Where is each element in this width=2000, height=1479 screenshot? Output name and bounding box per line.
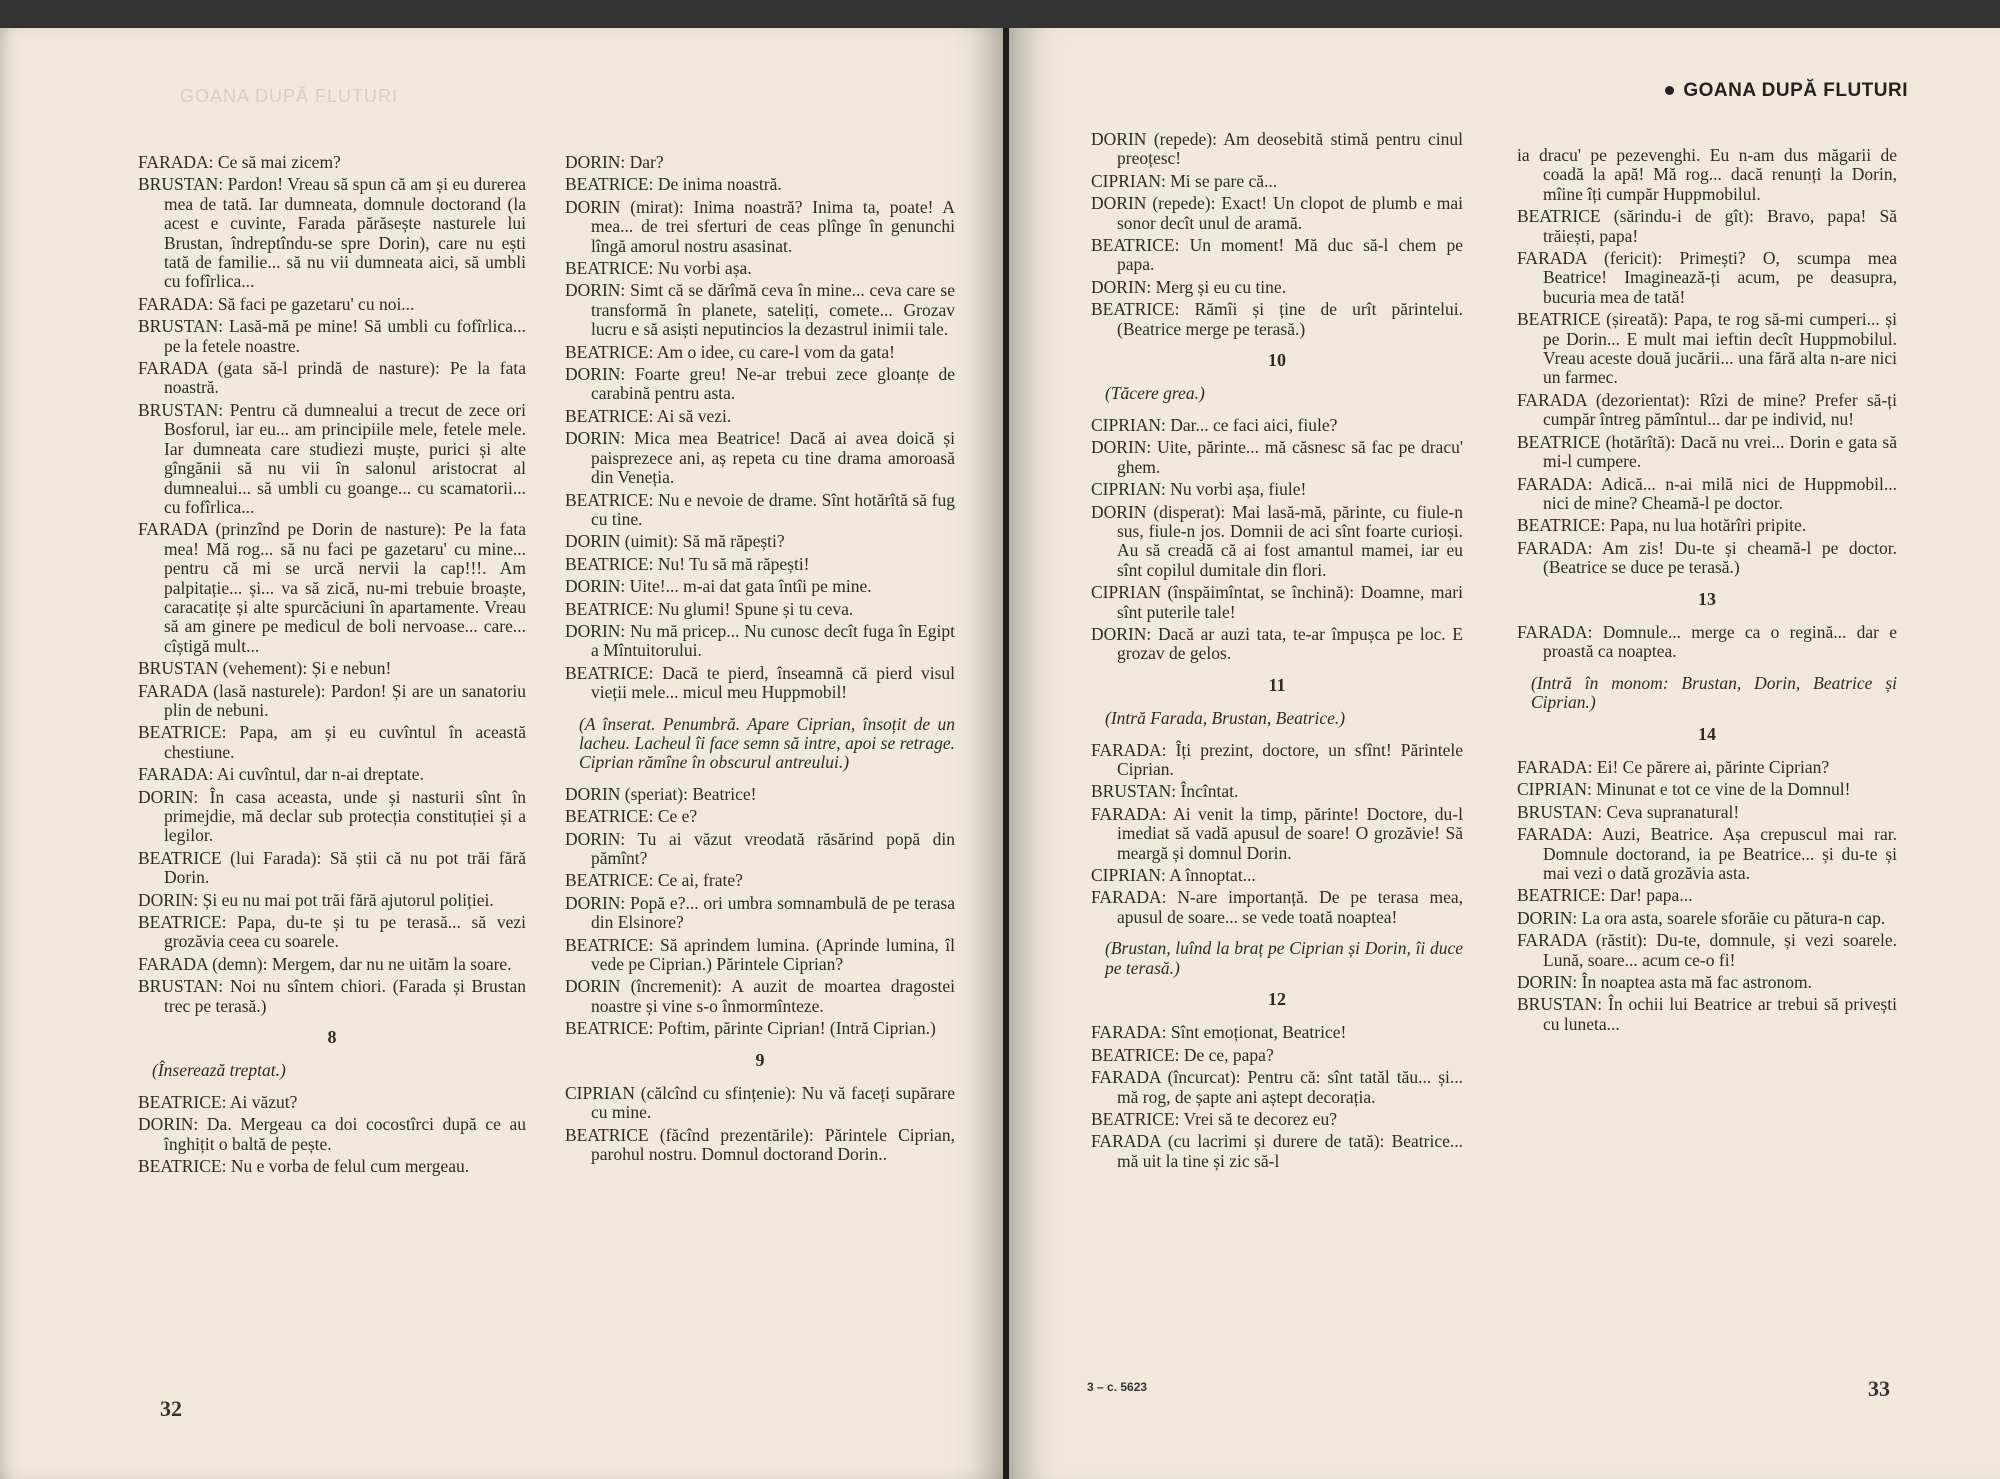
dialogue-line: BEATRICE: Poftim, părinte Ciprian! (Intră Ciprian.) bbox=[565, 1018, 936, 1039]
dialogue-line: FARADA (cu lacrimi și durere de tată): Beatrice... mă uit la tine și zic să-l bbox=[1091, 1131, 1463, 1171]
text-column-4 bbox=[1517, 146, 1897, 1037]
book-top-edge bbox=[0, 0, 2000, 28]
dialogue-line: FARADA (încurcat): Pentru că: sînt tatăl tău... și... mă rog, de șapte ani aștept decorația. bbox=[1091, 1067, 1463, 1107]
dialogue-line: DORIN: La ora asta, soarele sforăie cu pătura-n cap. bbox=[1517, 907, 1886, 928]
dialogue-line: FARADA (lasă nasturele): Pardon! Și are un sanatoriu plin de nebuni. bbox=[138, 680, 526, 720]
dialogue-line: BEATRICE (hotărîtă): Dacă nu vrei... Dorin e gata să mi-l cumpere. bbox=[1517, 431, 1897, 472]
dialogue-line: DORIN: Da. Mergeau ca doi cocostîrci după ce au înghițit o baltă de pește. bbox=[138, 1114, 526, 1154]
dialogue-line: DORIN: Dar? bbox=[565, 152, 664, 172]
bullet-icon bbox=[1665, 86, 1674, 95]
dialogue-line: BEATRICE: Papa, du-te și tu pe terasă... să vezi grozăvia ceea cu soarele. bbox=[138, 912, 526, 952]
dialogue-line: BEATRICE: Ce ai, frate? bbox=[565, 870, 743, 891]
dialogue-line: CIPRIAN: Nu vorbi așa, fiule! bbox=[1091, 479, 1307, 500]
dialogue-line: CIPRIAN: A înnoptat... bbox=[1091, 865, 1256, 885]
running-header bbox=[1665, 80, 1908, 102]
dialogue-line: BEATRICE: Un moment! Mă duc să-l chem pe papa. bbox=[1091, 235, 1463, 275]
dialogue-line: CIPRIAN: Dar... ce faci aici, fiule? bbox=[1091, 414, 1338, 435]
dialogue-line: DORIN (uimit): Să mă răpești? bbox=[565, 531, 785, 552]
dialogue-line: FARADA (prinzînd pe Dorin de nasture): Pe la fata mea! Mă rog... să nu faci pe gazetaru' cu mine... pentru că mi se urcă nervii la cap!!!. Am palpitație... și... va să zică, nu-mi trebuie broaște, caracatițe și alte spurcăciuni în apartamente. Vreau să am ginere pe medicul de boli nervoase... care... cîștigă mult... bbox=[138, 519, 526, 656]
dialogue-line: BEATRICE: Nu glumi! Spune și tu ceva. bbox=[565, 598, 854, 619]
dialogue-line: BEATRICE (sărindu-i de gît): Bravo, papa! Să trăiești, papa! bbox=[1517, 206, 1897, 246]
dialogue-line: BEATRICE: Nu e vorba de felul cum mergeau. bbox=[138, 1156, 470, 1177]
dialogue-line: BEATRICE: Nu e nevoie de drame. Sînt hotărîtă să fug cu tine. bbox=[565, 489, 955, 529]
dialogue-line: BRUSTAN: Lasă-mă pe mine! Să umbli cu fofîrlica... pe la fetele noastre. bbox=[138, 316, 526, 356]
dialogue-line: FARADA (fericit): Primești? O, scumpa mea Beatrice! Imaginează-ți acum, pe deasupra, bucuria mea de tată! bbox=[1517, 248, 1897, 307]
dialogue-line: FARADA: Ai cuvîntul, dar n-ai dreptate. bbox=[138, 764, 424, 785]
right-page bbox=[1009, 28, 2000, 1479]
dialogue-line: BEATRICE: Să aprindem lumina. (Aprinde lumina, îl vede pe Ciprian.) Părintele Ciprian? bbox=[565, 934, 955, 975]
scene-number: 13 bbox=[1698, 588, 1716, 609]
stage-direction: (Înserează treptat.) bbox=[152, 1060, 286, 1081]
dialogue-line: FARADA: Sînt emoționat, Beatrice! bbox=[1091, 1022, 1347, 1043]
dialogue-line: BEATRICE (făcînd prezentările): Părintele Ciprian, parohul nostru. Domnul doctorand Dorin.. bbox=[565, 1124, 955, 1165]
dialogue-line: FARADA: Îți prezint, doctore, un sfînt! Părintele Ciprian. bbox=[1091, 739, 1463, 779]
left-page bbox=[0, 28, 1003, 1479]
dialogue-line: FARADA: Am zis! Du-te și cheamă-l pe doctor. (Beatrice se duce pe terasă.) bbox=[1517, 537, 1897, 578]
dialogue-line: DORIN (speriat): Beatrice! bbox=[565, 783, 757, 804]
dialogue-line: BRUSTAN (vehement): Și e nebun! bbox=[138, 658, 392, 679]
dialogue-line: BRUSTAN: Pardon! Vreau să spun că am și eu durerea mea de tată. Iar dumneata, domnule doctorand (la acest e cuvinte, Farada părăsește nasturele lui Brustan, îndreptîndu-se spre Dorin), care nu ești tată de familie... să nu vii dumneata aici, să umbli cu fofîrlica... bbox=[138, 174, 526, 292]
dialogue-line: BEATRICE: Dar! papa... bbox=[1517, 885, 1693, 906]
dialogue-line: DORIN: Uite, părinte... mă căsnesc să fac pe dracu' ghem. bbox=[1091, 437, 1463, 477]
dialogue-line: FARADA: Domnule... merge ca o regină... dar e proastă ca noaptea. bbox=[1517, 621, 1897, 662]
scene-number: 11 bbox=[1268, 674, 1286, 695]
scene-number: 14 bbox=[1698, 723, 1716, 744]
dialogue-line: DORIN: Merg și eu cu tine. bbox=[1091, 276, 1287, 297]
dialogue-line: BEATRICE: Ai văzut? bbox=[138, 1091, 298, 1112]
dialogue-line: FARADA: Să faci pe gazetaru' cu noi... bbox=[138, 293, 415, 314]
dialogue-line: FARADA (demn): Mergem, dar nu ne uităm la soare. bbox=[138, 953, 512, 974]
dialogue-line: DORIN: Simt că se dărîmă ceva în mine... ceva care se transformă în planete, sateliți, comete... Grozav lucru e să asiști neputincios la dezastrul inimii tale. bbox=[565, 280, 955, 340]
dialogue-line: FARADA: Auzi, Beatrice. Așa crepuscul mai rar. Domnule doctorand, ia pe Beatrice... și du-te și mai vezi o dată grozăvia asta. bbox=[1517, 824, 1897, 883]
dialogue-line: DORIN: Foarte greu! Ne-ar trebui zece gloanțe de carabină pentru asta. bbox=[565, 364, 955, 404]
dialogue-line: CIPRIAN: Minunat e tot ce vine de la Domnul! bbox=[1517, 779, 1851, 800]
dialogue-line: FARADA (răstit): Du-te, domnule, și vezi soarele. Lună, soare... acum ce-o fi! bbox=[1517, 930, 1897, 970]
stage-direction: (Intră în monom: Brustan, Dorin, Beatrice și Ciprian.) bbox=[1531, 672, 1897, 713]
page-number-right: 33 bbox=[1868, 1376, 1890, 1401]
dialogue-line: DORIN: Și eu nu mai pot trăi fără ajutorul poliției. bbox=[138, 889, 494, 910]
scene-number: 12 bbox=[1268, 989, 1286, 1010]
text-column-1 bbox=[138, 153, 526, 1180]
dialogue-line: DORIN (încremenit): A auzit de moartea dragostei noastre și vine s-o înmormînteze. bbox=[565, 976, 955, 1016]
dialogue-line: FARADA: Ce să mai zicem? bbox=[138, 152, 341, 172]
dialogue-line: FARADA: Ai venit la timp, părinte! Doctore, du-l imediat să vadă apusul de soare! O grozăvie! Să meargă și domnul Dorin. bbox=[1091, 803, 1463, 863]
text-column-2 bbox=[565, 153, 955, 1168]
dialogue-line: BEATRICE: Rămîi și ține de urît părintelui. (Beatrice merge pe terasă.) bbox=[1091, 299, 1463, 339]
dialogue-line: BRUSTAN: În ochii lui Beatrice ar trebui să privești cu luneta... bbox=[1517, 994, 1897, 1034]
dialogue-line: BRUSTAN: Pentru că dumnealui a trecut de zece ori Bosforul, iar eu... am principiile mele, fetele mele. Iar dumneata care studiezi muște, purici și alte gîngănii să nu vii în salonul aristocrat al dumnealui... să umbli cu goange... cu scamatorii... cu fofîrlica... bbox=[138, 399, 526, 517]
dialogue-line: BEATRICE: Am o idee, cu care-l vom da gata! bbox=[565, 341, 895, 362]
page-number-left: 32 bbox=[160, 1396, 182, 1421]
dialogue-line: BEATRICE: De inima noastră. bbox=[565, 174, 782, 195]
dialogue-line: DORIN (mirat): Inima noastră? Inima ta, poate! A mea... de trei sferturi de ceas plînge în genunchi lîngă amorul nostru asasinat. bbox=[565, 196, 955, 256]
printer-signature: 3 – c. 5623 bbox=[1087, 1380, 1148, 1394]
dialogue-line: BRUSTAN: Noi nu sîntem chiori. (Farada și Brustan trec pe terasă.) bbox=[138, 976, 526, 1016]
dialogue-line: DORIN: Tu ai văzut vreodată răsărind popă din pămînt? bbox=[565, 828, 955, 868]
stage-direction: (Brustan, luînd la braț pe Ciprian și Dorin, îi duce pe terasă.) bbox=[1105, 938, 1463, 978]
dialogue-line: BRUSTAN: Ceva supranatural! bbox=[1517, 801, 1740, 822]
dialogue-line: BEATRICE: Vrei să te decorez eu? bbox=[1091, 1109, 1337, 1130]
scene-number: 10 bbox=[1268, 350, 1286, 371]
dialogue-line: BEATRICE (lui Farada): Să știi că nu pot trăi fără Dorin. bbox=[138, 847, 526, 888]
dialogue-line: FARADA: Adică... n-ai milă nici de Huppmobil... nici de mine? Cheamă-l pe doctor. bbox=[1517, 473, 1897, 513]
dialogue-line: BEATRICE: De ce, papa? bbox=[1091, 1044, 1274, 1065]
dialogue-line: DORIN: În casa aceasta, unde și nasturii sînt în primejdie, mă declar sub protecția constituției și a legilor. bbox=[138, 786, 526, 846]
dialogue-line: FARADA: N-are importanță. De pe terasa mea, apusul de soare... se vede toată noaptea! bbox=[1091, 887, 1463, 927]
dialogue-line: BEATRICE: Nu! Tu să mă răpești! bbox=[565, 553, 810, 574]
dialogue-line: BEATRICE (șireată): Papa, te rog să-mi cumperi... și pe Dorin... E mult mai ieftin decît Huppmobilul. Vreau aceste două jucării... una fără alta n-are nici un farmec. bbox=[1517, 309, 1897, 388]
dialogue-line: DORIN: Nu mă pricep... Nu cunosc decît fuga în Egipt a Mîntuitorului. bbox=[565, 620, 955, 661]
show-through-header: GOANA DUPĂ FLUTURI bbox=[180, 86, 399, 106]
dialogue-line: BEATRICE: Nu vorbi așa. bbox=[565, 258, 752, 279]
dialogue-line: DORIN (repede): Exact! Un clopot de plumb e mai sonor decît unul de aramă. bbox=[1091, 193, 1463, 233]
text-column-3 bbox=[1091, 130, 1463, 1174]
dialogue-line: BRUSTAN: Încîntat. bbox=[1091, 781, 1239, 802]
dialogue-line: FARADA (gata să-l prindă de nasture): Pe la fata noastră. bbox=[138, 358, 526, 398]
dialogue-line: FARADA: Ei! Ce părere ai, părinte Ciprian? bbox=[1517, 756, 1830, 777]
stage-direction: (A înserat. Penumbră. Apare Ciprian, însoțit de un lacheu. Lacheul îi face semn să intre, apoi se retrage. Ciprian rămîne în obscurul antreului.) bbox=[579, 713, 955, 773]
scene-number: 9 bbox=[755, 1049, 765, 1070]
dialogue-line: BEATRICE: Dacă te pierd, înseamnă că pierd visul vieții mele... micul meu Huppmobil! bbox=[565, 662, 955, 703]
dialogue-line: DORIN: În noaptea asta mă fac astronom. bbox=[1517, 972, 1812, 993]
dialogue-line: DORIN: Dacă ar auzi tata, te-ar împușca pe loc. E grozav de gelos. bbox=[1091, 623, 1463, 664]
dialogue-line: DORIN: Mica mea Beatrice! Dacă ai avea doică și paisprezece ani, aș repeta cu tine drama amoroasă din Veneția. bbox=[565, 428, 955, 488]
dialogue-line: BEATRICE: Ai să vezi. bbox=[565, 405, 732, 426]
dialogue-line: BEATRICE: Papa, am și eu cuvîntul în această chestiune. bbox=[138, 722, 526, 762]
dialogue-line: BEATRICE: Papa, nu lua hotărîri pripite. bbox=[1517, 515, 1807, 536]
dialogue-line: DORIN: Uite!... m-ai dat gata întîi pe mine. bbox=[565, 576, 872, 597]
stage-direction: (Intră Farada, Brustan, Beatrice.) bbox=[1105, 708, 1346, 729]
dialogue-line: FARADA (dezorientat): Rîzi de mine? Prefer să-ți cumpăr întreg pămîntul... dar pe individ, nu! bbox=[1517, 389, 1897, 430]
dialogue-line: DORIN (repede): Am deosebită stimă pentru cinul preoțesc! bbox=[1091, 129, 1463, 169]
dialogue-line: CIPRIAN (înspăimîntat, se închină): Doamne, mari sînt puterile tale! bbox=[1091, 582, 1463, 622]
stage-direction: (Tăcere grea.) bbox=[1105, 383, 1205, 404]
dialogue-line: CIPRIAN (călcînd cu sfințenie): Nu vă faceți supărare cu mine. bbox=[565, 1083, 955, 1123]
dialogue-line: ia dracu' pe pezevenghi. Eu n-am dus măgarii de coadă la apă! Mă rog... dacă renunți la Dorin, mîine îți cumpăr Huppmobilul. bbox=[1517, 145, 1897, 204]
dialogue-line: BEATRICE: Ce e? bbox=[565, 806, 698, 827]
dialogue-line: DORIN: Popă e?... ori umbra somnambulă de pe terasa din Elsinore? bbox=[565, 892, 955, 933]
scene-number: 8 bbox=[327, 1027, 337, 1048]
dialogue-line: DORIN (disperat): Mai lasă-mă, părinte, cu fiule-n sus, fiule-n jos. Domnii de aci sînt foarte curioși. Au să creadă că ai fost amantul mamei, iar eu sînt copilul dumitale din flori. bbox=[1091, 501, 1463, 580]
dialogue-line: CIPRIAN: Mi se pare că... bbox=[1091, 170, 1278, 191]
running-header-title: GOANA DUPĂ FLUTURI bbox=[1683, 80, 1908, 101]
